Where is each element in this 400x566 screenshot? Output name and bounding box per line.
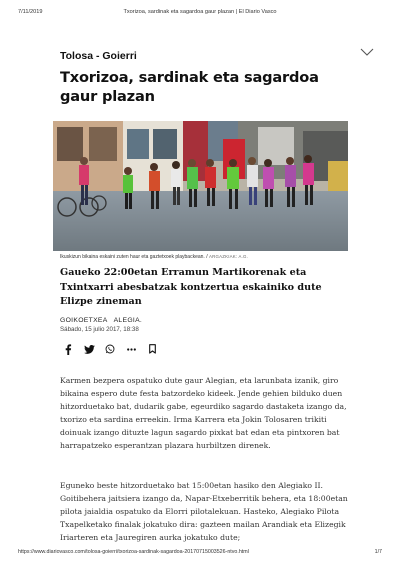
chevron-down-icon[interactable]: [360, 47, 374, 57]
authors: [60, 317, 350, 324]
article-subheadline: Gaueko 22:00etan Erramun Martikorenak eta Txintxarri abesbatzak kontzertua eskainiko dute Elizpe zineman: [60, 267, 322, 307]
bookmark-icon[interactable]: [146, 343, 158, 355]
section-bar: [60, 46, 374, 62]
photo-credit: ARGAZKIAK: A.G.: [208, 254, 249, 259]
print-date: 7/11/2019: [18, 9, 43, 15]
print-footer: [18, 549, 382, 559]
author-name[interactable]: GOIKOETXEA: [60, 317, 108, 324]
article-photo-illustration: [53, 121, 348, 251]
facebook-icon[interactable]: [62, 343, 74, 355]
article-headline: Txorizoa, sardinak eta sagardoa gaur plazan: [60, 69, 319, 105]
print-document-title: Txorizoa, sardinak eta sagardoa gaur plazan | El Diario Vasco: [123, 9, 277, 15]
author-name[interactable]: ALEGIA.: [113, 317, 143, 324]
section-label[interactable]: Tolosa - Goierri: [60, 50, 137, 62]
article-photo[interactable]: [53, 121, 348, 251]
print-url: https://www.diariovasco.com/tolosa-goierri/txorizoa-sardinak-sagardoa-20170715003526-ntvo.html: [18, 549, 249, 555]
twitter-icon[interactable]: [83, 343, 95, 355]
print-header: [18, 9, 382, 19]
more-options-icon[interactable]: [125, 343, 137, 355]
photo-caption: [60, 254, 350, 260]
whatsapp-icon[interactable]: [104, 343, 116, 355]
share-toolbar: [62, 343, 167, 355]
article-paragraph: Karmen bezpera ospatuko dute gaur Alegian, eta larunbata izanik, giro bikaina espero dute festa batzordeko kideek. Jende gehien bilduko duen hitzorduetako bat, dudarik gabe, egeurdiko sagardo dastaketa izango da, txorizo eta sardina erreekin. Irma Karrera eta Jokin Tolosaren trikiti doinuak izango dituzte lagun sagardo pixkat bat edan eta pintxoren bat harrapatzeko esperantzan plazara hurbiltzen direnek.: [60, 376, 347, 451]
print-page-number: 1/7: [374, 549, 382, 555]
article-paragraph: Eguneko beste hitzorduetako bat 15:00etan hasiko den Alegiako II. Goitibehera jaitsiera izango da, Napar-Etxeberritik behera, eta 18:00etan pilota jaialdia ospatuko da Elorri pilotalekuan. Hasteko, Alegiako Pilota Txapelketako finalak jokatuko dira: gazteen mailan Arandiak eta Elizegik Iriarteren eta Jauregiren aurka jokatuko dute;: [60, 481, 348, 543]
byline: [60, 317, 350, 333]
photo-caption-text: Ikuskizun bikaina eskaini zuten haur eta gaztetxoek playbackean. /: [60, 254, 209, 260]
publish-date: Sábado, 15 julio 2017, 18:38: [60, 326, 139, 333]
